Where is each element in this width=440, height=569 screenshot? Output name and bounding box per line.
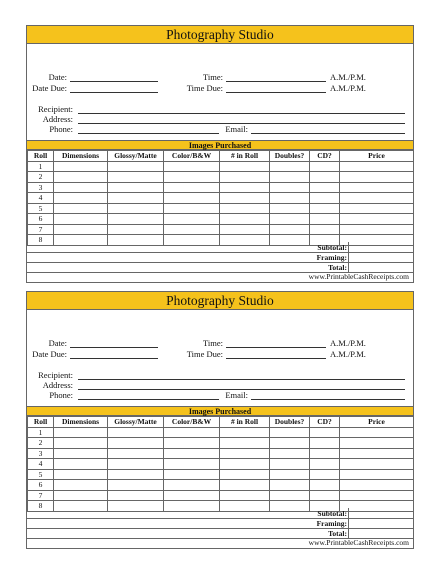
col-glossy-matte: Glossy/Matte <box>108 417 164 428</box>
recipient-block <box>27 104 413 136</box>
table-cell[interactable] <box>310 193 340 204</box>
table-cell[interactable] <box>270 172 310 183</box>
table-cell[interactable] <box>54 490 108 501</box>
address-field[interactable] <box>78 114 405 124</box>
col-dimensions: Dimensions <box>54 151 108 162</box>
time-due-label: Time Due: <box>186 83 223 93</box>
time-label: Time: <box>202 72 223 82</box>
subtotal-field[interactable] <box>348 508 413 518</box>
roll-number: 5 <box>28 203 54 214</box>
table-cell[interactable] <box>310 438 340 449</box>
table-cell[interactable] <box>164 172 220 183</box>
time-due-label: Time Due: <box>186 349 223 359</box>
table-cell[interactable] <box>340 224 414 235</box>
recipient-field[interactable] <box>78 370 405 380</box>
items-body <box>28 427 414 511</box>
table-cell[interactable] <box>270 427 310 438</box>
col-dimensions: Dimensions <box>54 417 108 428</box>
items-table <box>27 416 414 512</box>
recipient-block <box>27 370 413 402</box>
table-cell[interactable] <box>220 172 270 183</box>
table-cell[interactable] <box>340 459 414 470</box>
table-cell[interactable] <box>164 438 220 449</box>
totals-block <box>27 509 413 539</box>
col-doubles: Doubles? <box>270 151 310 162</box>
total-label: Total: <box>328 529 347 538</box>
table-cell[interactable] <box>220 480 270 491</box>
phone-field[interactable] <box>78 390 219 400</box>
table-cell[interactable] <box>270 224 310 235</box>
table-cell[interactable] <box>164 480 220 491</box>
table-cell[interactable] <box>310 224 340 235</box>
table-cell[interactable] <box>310 427 340 438</box>
table-cell[interactable] <box>270 203 310 214</box>
phone-label: Phone: <box>49 124 73 134</box>
table-cell[interactable] <box>310 203 340 214</box>
roll-number: 3 <box>28 182 54 193</box>
table-cell[interactable] <box>270 490 310 501</box>
col-cd: CD? <box>310 151 340 162</box>
table-cell[interactable] <box>108 490 164 501</box>
receipt-1 <box>26 25 414 283</box>
roll-number: 4 <box>28 459 54 470</box>
subtotal-label: Subtotal: <box>317 509 347 518</box>
roll-number: 3 <box>28 448 54 459</box>
table-row <box>28 172 414 183</box>
table-cell[interactable] <box>310 172 340 183</box>
table-cell[interactable] <box>310 448 340 459</box>
roll-number: 7 <box>28 224 54 235</box>
table-cell[interactable] <box>270 448 310 459</box>
total-field[interactable] <box>348 528 413 538</box>
table-cell[interactable] <box>340 161 414 172</box>
table-cell[interactable] <box>220 427 270 438</box>
roll-number: 6 <box>28 480 54 491</box>
table-cell[interactable] <box>340 182 414 193</box>
subtotal-label: Subtotal: <box>317 243 347 252</box>
table-row <box>28 182 414 193</box>
table-cell[interactable] <box>164 490 220 501</box>
table-row <box>28 480 414 491</box>
table-cell[interactable] <box>270 214 310 225</box>
table-cell[interactable] <box>310 161 340 172</box>
table-cell[interactable] <box>54 182 108 193</box>
table-cell[interactable] <box>270 438 310 449</box>
table-cell[interactable] <box>340 172 414 183</box>
table-row <box>28 203 414 214</box>
table-header-row <box>28 151 414 162</box>
date-field[interactable] <box>70 72 158 82</box>
table-cell[interactable] <box>220 224 270 235</box>
roll-number: 1 <box>28 161 54 172</box>
table-cell[interactable] <box>164 214 220 225</box>
total-label: Total: <box>328 263 347 272</box>
table-cell[interactable] <box>54 438 108 449</box>
table-row <box>28 438 414 449</box>
email-label: Email: <box>225 124 248 134</box>
roll-number: 2 <box>28 438 54 449</box>
table-cell[interactable] <box>54 203 108 214</box>
date-due-field[interactable] <box>70 349 158 359</box>
table-row <box>28 459 414 470</box>
table-cell[interactable] <box>164 427 220 438</box>
table-row <box>28 193 414 204</box>
table-cell[interactable] <box>108 161 164 172</box>
table-cell[interactable] <box>310 480 340 491</box>
time-due-field[interactable] <box>226 83 326 93</box>
table-cell[interactable] <box>220 193 270 204</box>
time-label: Time: <box>202 338 223 348</box>
roll-number: 8 <box>28 235 54 246</box>
col-color-bw: Color/B&W <box>164 417 220 428</box>
images-purchased-header: Images Purchased <box>27 406 413 416</box>
table-cell[interactable] <box>340 193 414 204</box>
table-cell[interactable] <box>164 459 220 470</box>
table-cell[interactable] <box>108 203 164 214</box>
date-due-label: Date Due: <box>32 349 67 359</box>
table-cell[interactable] <box>310 182 340 193</box>
roll-number: 7 <box>28 490 54 501</box>
roll-number: 2 <box>28 172 54 183</box>
table-cell[interactable] <box>220 182 270 193</box>
email-label: Email: <box>225 390 248 400</box>
time-due-field[interactable] <box>226 349 326 359</box>
table-cell[interactable] <box>220 469 270 480</box>
table-cell[interactable] <box>310 214 340 225</box>
col-doubles: Doubles? <box>270 417 310 428</box>
time-due-ampm: A.M./P.M. <box>330 349 366 359</box>
recipient-field[interactable] <box>78 104 405 114</box>
images-purchased-header: Images Purchased <box>27 140 413 150</box>
table-cell[interactable] <box>54 480 108 491</box>
table-cell[interactable] <box>164 203 220 214</box>
table-cell[interactable] <box>164 224 220 235</box>
table-cell[interactable] <box>108 448 164 459</box>
receipt-title: Photography Studio <box>27 292 413 310</box>
col-price: Price <box>340 417 414 428</box>
table-cell[interactable] <box>108 459 164 470</box>
roll-number: 8 <box>28 501 54 512</box>
time-ampm: A.M./P.M. <box>330 72 366 82</box>
table-row <box>28 427 414 438</box>
time-due-ampm: A.M./P.M. <box>330 83 366 93</box>
phone-field[interactable] <box>78 124 219 134</box>
framing-field[interactable] <box>348 252 413 262</box>
address-label: Address: <box>42 114 73 124</box>
table-cell[interactable] <box>340 480 414 491</box>
table-cell[interactable] <box>310 459 340 470</box>
footer-link[interactable]: www.PrintableCashReceipts.com <box>308 538 409 547</box>
table-cell[interactable] <box>54 459 108 470</box>
table-cell[interactable] <box>270 193 310 204</box>
date-time-block <box>27 72 413 94</box>
table-cell[interactable] <box>108 193 164 204</box>
table-cell[interactable] <box>270 182 310 193</box>
table-cell[interactable] <box>108 182 164 193</box>
address-label: Address: <box>42 380 73 390</box>
roll-number: 4 <box>28 193 54 204</box>
table-cell[interactable] <box>164 182 220 193</box>
total-field[interactable] <box>348 262 413 272</box>
table-cell[interactable] <box>164 193 220 204</box>
recipient-label: Recipient: <box>38 370 73 380</box>
table-row <box>28 469 414 480</box>
table-cell[interactable] <box>54 214 108 225</box>
table-cell[interactable] <box>310 469 340 480</box>
table-cell[interactable] <box>54 469 108 480</box>
table-cell[interactable] <box>270 161 310 172</box>
table-cell[interactable] <box>220 214 270 225</box>
table-cell[interactable] <box>108 214 164 225</box>
table-cell[interactable] <box>220 203 270 214</box>
table-cell[interactable] <box>108 438 164 449</box>
table-cell[interactable] <box>108 480 164 491</box>
phone-label: Phone: <box>49 390 73 400</box>
col-glossy-matte: Glossy/Matte <box>108 151 164 162</box>
table-cell[interactable] <box>164 469 220 480</box>
table-cell[interactable] <box>220 459 270 470</box>
table-cell[interactable] <box>340 203 414 214</box>
table-cell[interactable] <box>220 448 270 459</box>
table-cell[interactable] <box>108 224 164 235</box>
table-cell[interactable] <box>54 172 108 183</box>
date-time-block <box>27 338 413 360</box>
table-cell[interactable] <box>54 448 108 459</box>
table-cell[interactable] <box>220 438 270 449</box>
table-cell[interactable] <box>340 448 414 459</box>
table-cell[interactable] <box>54 193 108 204</box>
col-price: Price <box>340 151 414 162</box>
table-cell[interactable] <box>270 480 310 491</box>
table-cell[interactable] <box>340 469 414 480</box>
address-field[interactable] <box>78 380 405 390</box>
items-body <box>28 161 414 245</box>
receipt-2 <box>26 291 414 549</box>
subtotal-field[interactable] <box>348 242 413 252</box>
time-field[interactable] <box>226 72 326 82</box>
table-row <box>28 490 414 501</box>
table-cell[interactable] <box>340 214 414 225</box>
framing-label: Framing: <box>316 519 347 528</box>
table-cell[interactable] <box>310 490 340 501</box>
totals-block <box>27 243 413 273</box>
table-row <box>28 161 414 172</box>
items-table <box>27 150 414 246</box>
col-color-bw: Color/B&W <box>164 151 220 162</box>
email-field[interactable] <box>251 124 405 134</box>
table-cell[interactable] <box>54 161 108 172</box>
email-field[interactable] <box>251 390 405 400</box>
table-cell[interactable] <box>220 161 270 172</box>
col-roll: Roll <box>28 151 54 162</box>
time-ampm: A.M./P.M. <box>330 338 366 348</box>
framing-field[interactable] <box>348 518 413 528</box>
table-cell[interactable] <box>54 224 108 235</box>
table-row <box>28 214 414 225</box>
framing-label: Framing: <box>316 253 347 262</box>
date-due-field[interactable] <box>70 83 158 93</box>
date-label: Date: <box>48 338 67 348</box>
table-cell[interactable] <box>108 172 164 183</box>
col-roll: Roll <box>28 417 54 428</box>
col-cd: CD? <box>310 417 340 428</box>
date-due-label: Date Due: <box>32 83 67 93</box>
footer-link[interactable]: www.PrintableCashReceipts.com <box>308 272 409 281</box>
col-in-roll: # in Roll <box>220 151 270 162</box>
table-cell[interactable] <box>108 469 164 480</box>
col-in-roll: # in Roll <box>220 417 270 428</box>
table-header-row <box>28 417 414 428</box>
table-cell[interactable] <box>108 427 164 438</box>
table-row <box>28 224 414 235</box>
date-label: Date: <box>48 72 67 82</box>
table-cell[interactable] <box>164 161 220 172</box>
table-cell[interactable] <box>340 490 414 501</box>
receipt-title: Photography Studio <box>27 26 413 44</box>
table-cell[interactable] <box>340 438 414 449</box>
table-cell[interactable] <box>270 459 310 470</box>
table-cell[interactable] <box>270 469 310 480</box>
table-row <box>28 448 414 459</box>
date-field[interactable] <box>70 338 158 348</box>
roll-number: 5 <box>28 469 54 480</box>
roll-number: 1 <box>28 427 54 438</box>
roll-number: 6 <box>28 214 54 225</box>
table-cell[interactable] <box>220 490 270 501</box>
time-field[interactable] <box>226 338 326 348</box>
table-cell[interactable] <box>340 427 414 438</box>
table-cell[interactable] <box>54 427 108 438</box>
table-cell[interactable] <box>164 448 220 459</box>
recipient-label: Recipient: <box>38 104 73 114</box>
